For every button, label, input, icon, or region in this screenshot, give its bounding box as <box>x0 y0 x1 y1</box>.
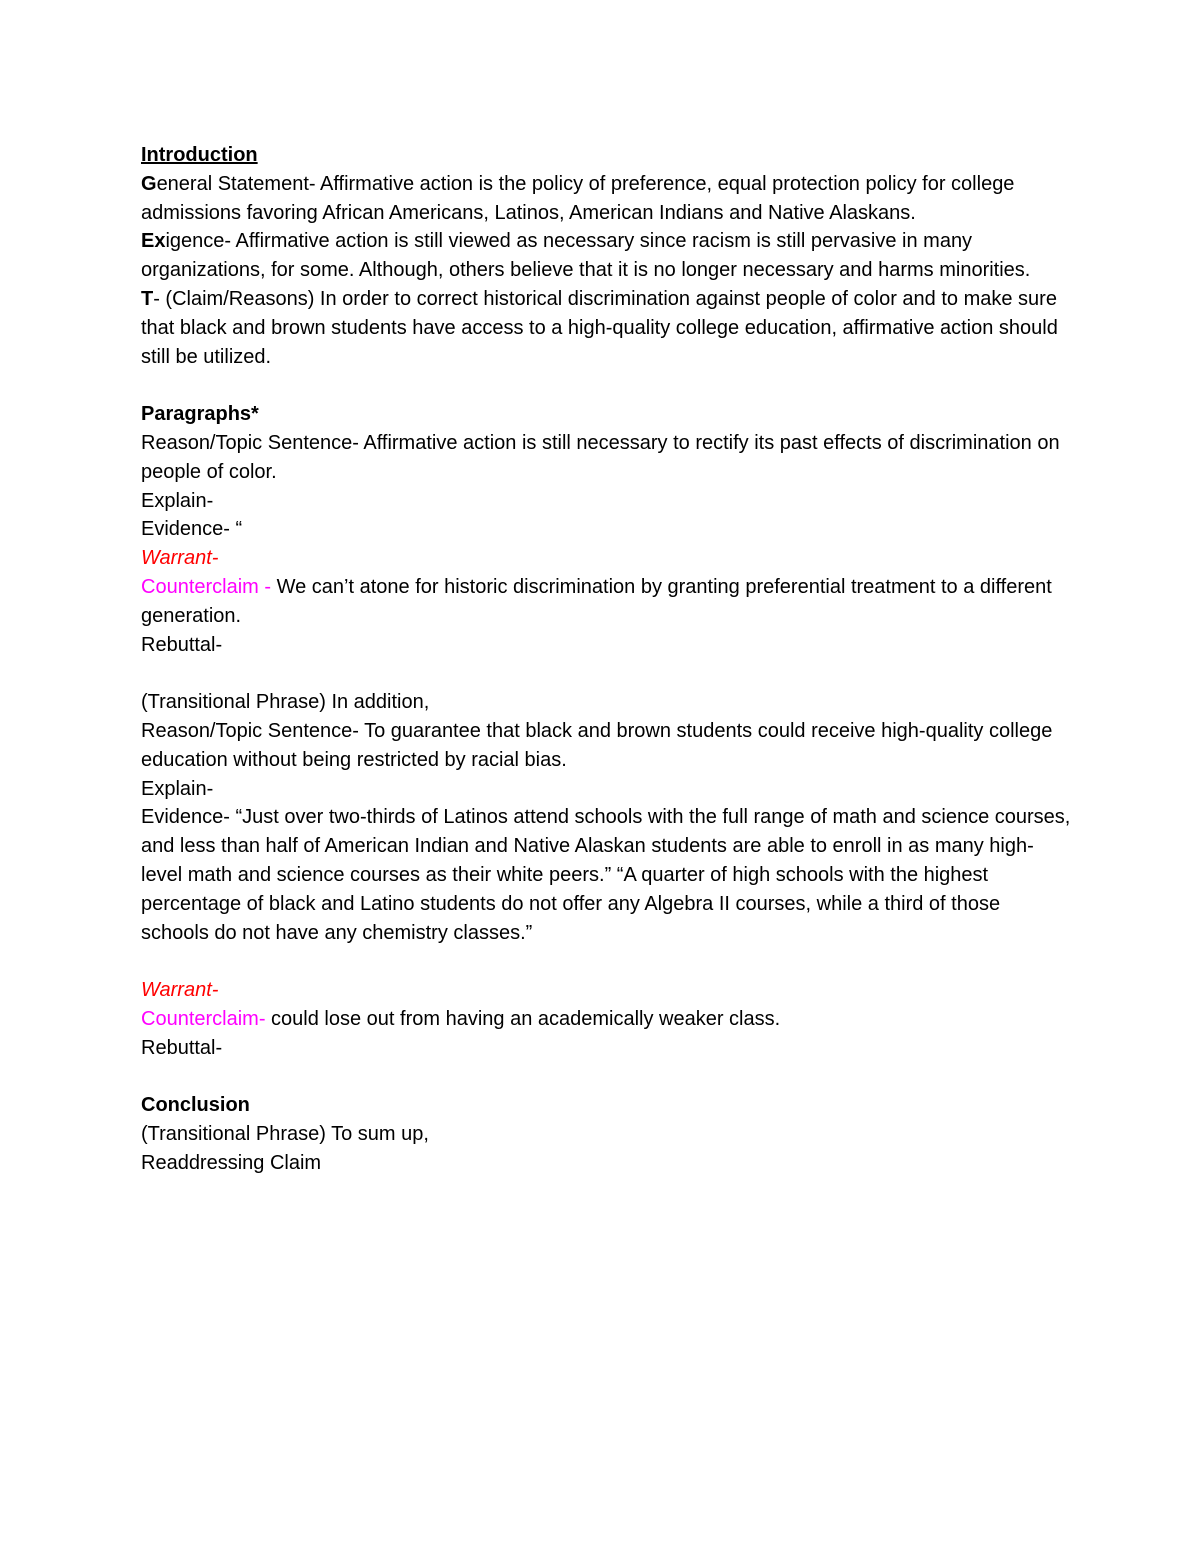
spacer <box>141 947 1071 976</box>
p2-counterclaim <box>141 1005 1071 1034</box>
p1-explain: Explain- <box>141 489 214 512</box>
p2-rebuttal: Rebuttal- <box>141 1036 223 1059</box>
paragraphs-heading: Paragraphs* <box>141 403 259 426</box>
general-statement-label: G <box>141 172 157 195</box>
p1-counterclaim <box>141 573 1071 631</box>
spacer <box>141 659 1071 688</box>
conclusion-heading: Conclusion <box>141 1094 250 1117</box>
p2-warrant: Warrant- <box>141 979 219 1002</box>
p1-evidence: Evidence- “ <box>141 518 243 541</box>
p1-rebuttal: Rebuttal- <box>141 633 223 656</box>
thesis <box>141 285 1071 371</box>
general-statement <box>141 170 1071 228</box>
p1-counterclaim-label: Counterclaim - <box>141 575 272 598</box>
p2-counterclaim-text: could lose out from having an academically weaker class. <box>265 1007 781 1030</box>
exigence-label: Ex <box>141 230 166 253</box>
exigence <box>141 227 1071 285</box>
p1-counterclaim-text: We can’t atone for historic discrimination by granting preferential treatment to a different generation. <box>141 575 1052 627</box>
exigence-text: igence- Affirmative action is still viewed as necessary since racism is still pervasive in many organizations, for some. Although, others believe that it is no longer necessary and harms minorities. <box>141 230 1031 282</box>
p2-transition: (Transitional Phrase) In addition, <box>141 691 430 714</box>
thesis-label: T <box>141 287 154 310</box>
p2-explain: Explain- <box>141 777 214 800</box>
conclusion-transition: (Transitional Phrase) To sum up, <box>141 1123 429 1146</box>
p2-counterclaim-label: Counterclaim- <box>141 1007 266 1030</box>
p1-warrant: Warrant- <box>141 547 219 570</box>
document-page <box>141 141 1071 1178</box>
p1-topic-sentence: Reason/Topic Sentence- Affirmative action is still necessary to rectify its past effects of discrimination on people of color. <box>141 431 1060 483</box>
spacer <box>141 371 1071 400</box>
conclusion-readdressing-claim: Readdressing Claim <box>141 1151 322 1174</box>
introduction-heading: Introduction <box>141 144 258 166</box>
general-statement-text: eneral Statement- Affirmative action is the policy of preference, equal protection policy for college admissions favoring African Americans, Latinos, American Indians and Native Alaskans. <box>141 172 1015 224</box>
p2-topic-sentence: Reason/Topic Sentence- To guarantee that black and brown students could receive high-quality college education without being restricted by racial bias. <box>141 719 1053 771</box>
spacer <box>141 1063 1071 1092</box>
p2-evidence: Evidence- “Just over two-thirds of Latinos attend schools with the full range of math and science courses, and less than half of American Indian and Native Alaskan students are able to enroll in as many high-level math and science courses as their white peers.” “A quarter of high schools with the highest percentage of black and Latino students do not offer any Algebra II courses, while a third of those schools do not have any chemistry classes.” <box>141 806 1071 944</box>
thesis-text: - (Claim/Reasons) In order to correct historical discrimination against people of color and to make sure that black and brown students have access to a high-quality college education, affirmative action should still be utilized. <box>141 287 1058 368</box>
